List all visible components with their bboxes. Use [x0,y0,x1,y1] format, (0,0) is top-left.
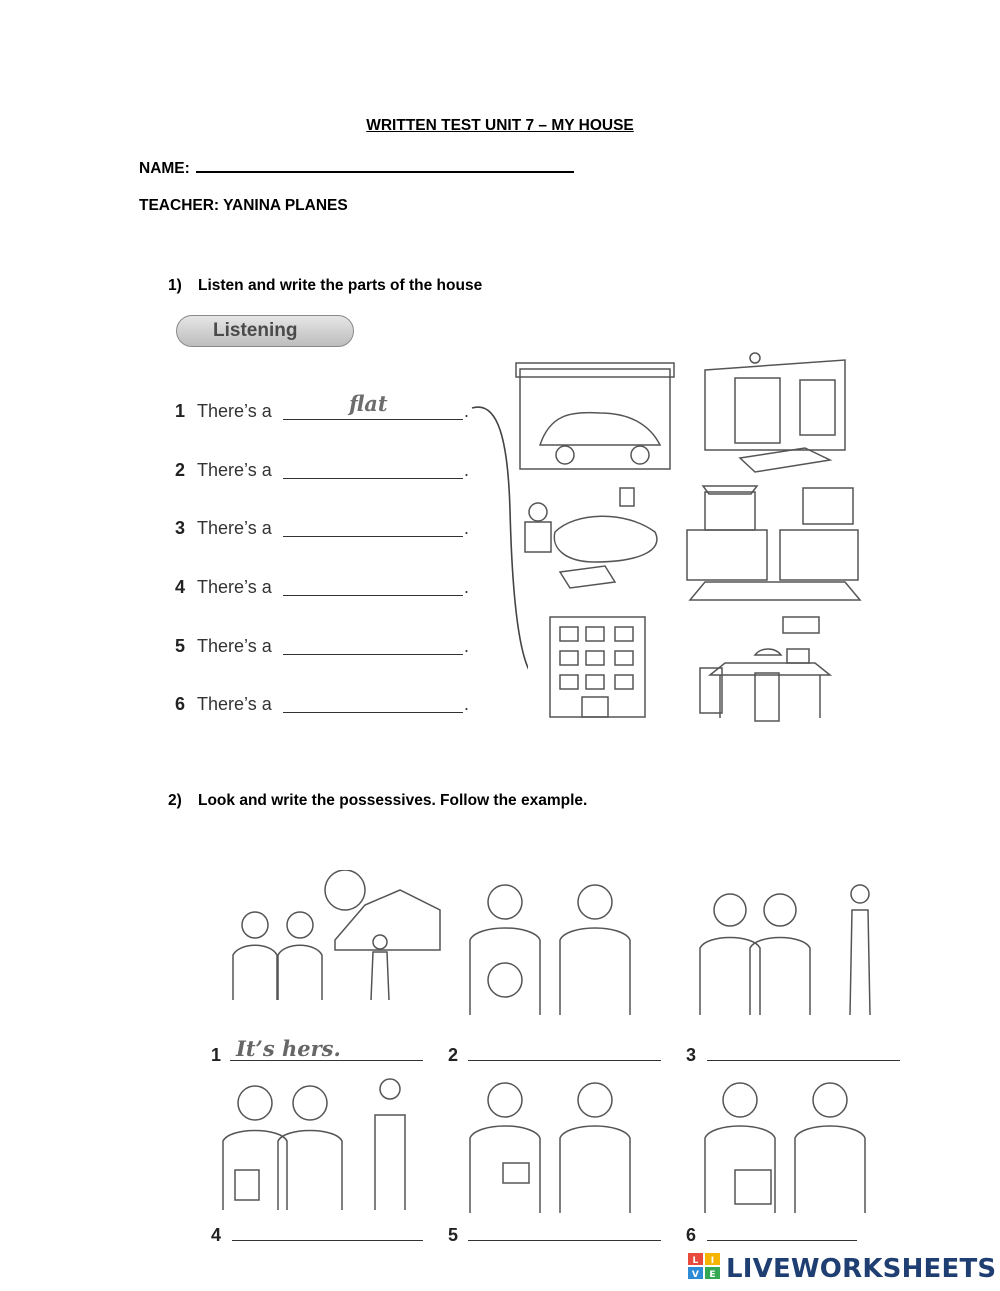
list-item: 3 There’s a . [175,518,470,538]
item-number-6: 6 [686,1225,697,1245]
list-item: 1 There’s a flat . [175,391,470,421]
possessive-answer-line-2[interactable] [468,1042,661,1061]
possessive-picture-4[interactable] [215,1075,435,1215]
name-label: NAME: [139,160,190,177]
possessive-answer-line-3[interactable] [707,1042,900,1061]
answer-line-2[interactable] [283,460,463,479]
hall-picture[interactable] [695,350,860,475]
teacher-line: TEACHER: YANINA PLANES [139,197,348,214]
answer-line-6[interactable] [283,694,463,713]
section2-instruction [168,792,587,810]
list-item: 6 There’s a . [175,694,470,714]
possessive-picture-1[interactable] [215,870,450,1010]
possessive-picture-2[interactable] [465,880,640,1020]
logo-letter: V [691,1270,700,1280]
item-number-4: 4 [211,1225,222,1245]
item-number-1: 1 [211,1045,222,1065]
section2-instruction-text: Look and write the possessives. Follow the example. [198,792,588,809]
list-item: 4 There’s a . [175,577,470,597]
list-item: 5 There’s a . [175,636,470,656]
worksheet-title: WRITTEN TEST UNIT 7 – MY HOUSE [366,117,634,134]
section1-instruction-text: Listen and write the parts of the house [198,277,483,294]
name-row [139,157,574,178]
liveworksheets-logo[interactable] [688,1253,996,1283]
flat-building-picture[interactable] [530,607,665,722]
answer-line-4[interactable] [283,577,463,596]
item-number-3: 3 [686,1045,697,1065]
possessive-picture-6[interactable] [700,1078,875,1218]
kitchen-picture[interactable] [685,482,865,602]
garage-picture[interactable] [510,355,680,475]
logo-letter: E [709,1270,716,1280]
logo-letter: I [710,1256,715,1266]
bedroom-picture[interactable] [515,482,675,597]
item-number-2: 2 [448,1045,459,1065]
possessive-answer-line-5[interactable] [468,1222,661,1241]
name-input-line[interactable] [196,157,574,173]
possessive-answer-line-6[interactable] [707,1222,857,1241]
listening-badge: Listening [176,315,354,347]
example-answer: flat [349,391,388,416]
brand-name: LIVEWORKSHEETS [726,1254,997,1284]
liveworksheets-logo-icon [688,1253,722,1281]
section1-instruction [168,277,482,295]
item-number-5: 5 [448,1225,459,1245]
possessive-answer-line-4[interactable] [232,1222,423,1241]
example-answer: It’s hers. [236,1036,341,1061]
section1-number: 1) [168,277,182,294]
possessive-picture-5[interactable] [465,1078,640,1218]
list-item: 2 There’s a . [175,460,470,480]
answer-line-5[interactable] [283,636,463,655]
section2-number: 2) [168,792,182,809]
dining-room-picture[interactable] [695,613,860,728]
possessive-picture-3[interactable] [695,880,905,1020]
logo-letter: L [692,1256,699,1266]
answer-line-3[interactable] [283,518,463,537]
